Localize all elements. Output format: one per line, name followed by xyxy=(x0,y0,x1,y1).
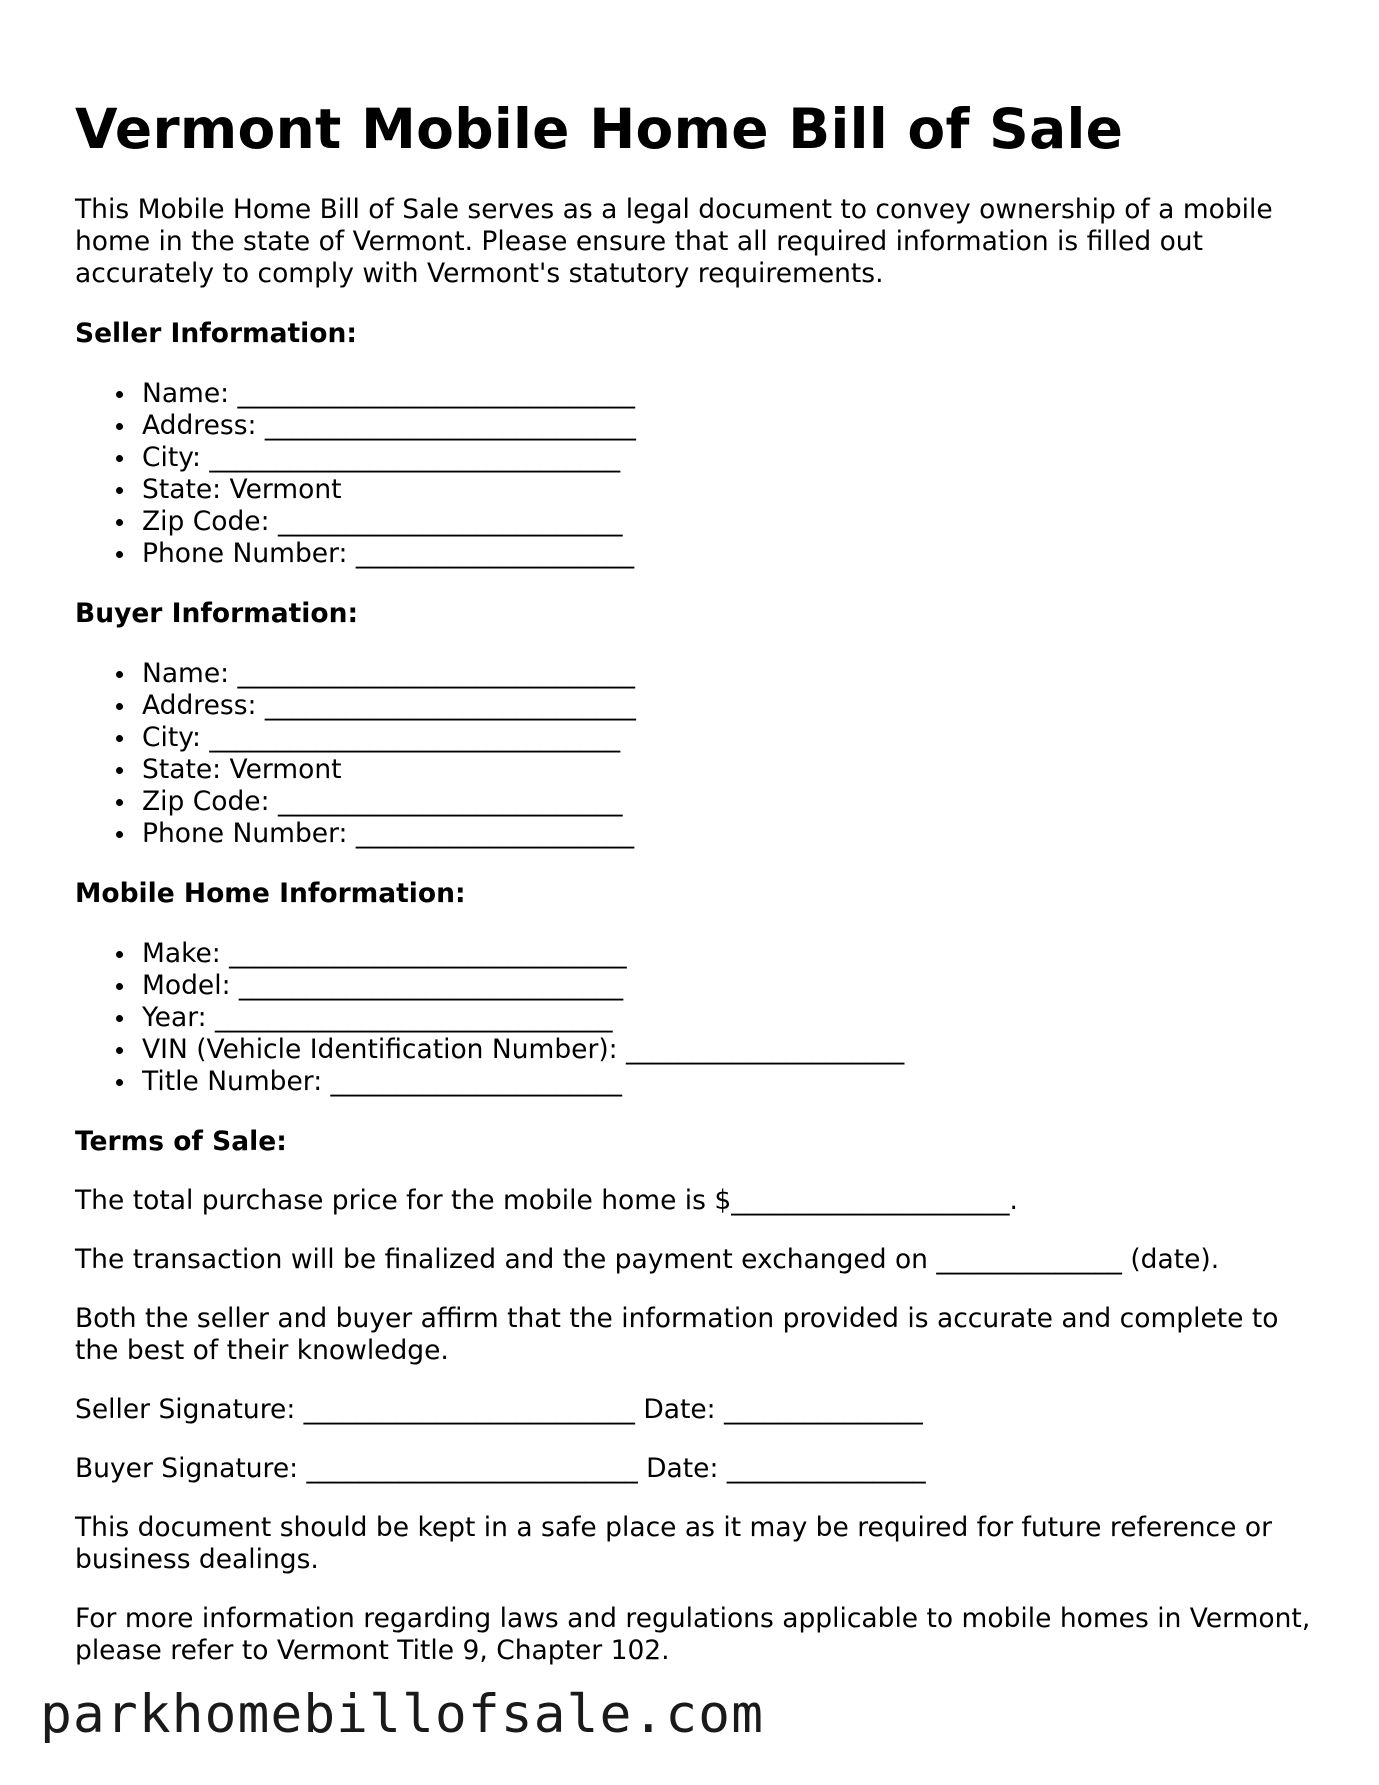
seller-heading: Seller Information: xyxy=(75,318,357,349)
buyer-field-list xyxy=(75,658,1315,850)
buyer-state-field: State: Vermont xyxy=(142,754,1315,786)
seller-signature-line: Seller Signature: _________________________ Date: _______________ xyxy=(75,1394,923,1425)
mobile-home-heading: Mobile Home Information: xyxy=(75,878,466,909)
buyer-phone-field: Phone Number: _____________________ xyxy=(142,818,1315,850)
seller-state-field: State: Vermont xyxy=(142,474,1315,506)
seller-field-list xyxy=(75,378,1315,570)
buyer-address-field: Address: ____________________________ xyxy=(142,690,1315,722)
buyer-heading: Buyer Information: xyxy=(75,598,359,629)
vin-field: VIN (Vehicle Identification Number): _____________________ xyxy=(142,1034,1315,1066)
seller-name-field: Name: ______________________________ xyxy=(142,378,1315,410)
purchase-price-line: The total purchase price for the mobile home is $_____________________. xyxy=(75,1185,1018,1216)
mobile-home-field-list xyxy=(75,938,1315,1098)
buyer-city-field: City: _______________________________ xyxy=(142,722,1315,754)
buyer-signature-line: Buyer Signature: _________________________ Date: _______________ xyxy=(75,1453,926,1484)
terms-heading: Terms of Sale: xyxy=(75,1126,287,1157)
seller-city-field: City: _______________________________ xyxy=(142,442,1315,474)
document-title: Vermont Mobile Home Bill of Sale xyxy=(75,97,1124,161)
intro-paragraph: This Mobile Home Bill of Sale serves as a legal document to convey ownership of a mobile home in the state of Vermont. Please ensure that all required information is filled out accurately to comply with Vermont's statutory requirements. xyxy=(75,194,1273,289)
affirmation-paragraph: Both the seller and buyer affirm that the information provided is accurate and complete to the best of their knowledge. xyxy=(75,1303,1279,1366)
buyer-zip-field: Zip Code: __________________________ xyxy=(142,786,1315,818)
model-field: Model: _____________________________ xyxy=(142,970,1315,1002)
year-field: Year: ______________________________ xyxy=(142,1002,1315,1034)
seller-zip-field: Zip Code: __________________________ xyxy=(142,506,1315,538)
buyer-name-field: Name: ______________________________ xyxy=(142,658,1315,690)
keep-safe-paragraph: This document should be kept in a safe place as it may be required for future reference or business dealings. xyxy=(75,1512,1272,1575)
site-watermark: parkhomebillofsale.com xyxy=(40,1684,764,1745)
seller-address-field: Address: ____________________________ xyxy=(142,410,1315,442)
transaction-date-line: The transaction will be finalized and the payment exchanged on ______________ (date). xyxy=(75,1244,1220,1275)
make-field: Make: ______________________________ xyxy=(142,938,1315,970)
document-page xyxy=(75,0,1315,1667)
seller-phone-field: Phone Number: _____________________ xyxy=(142,538,1315,570)
more-info-paragraph: For more information regarding laws and regulations applicable to mobile homes in Vermont, please refer to Vermont Title 9, Chapter 102. xyxy=(75,1603,1311,1666)
title-number-field: Title Number: ______________________ xyxy=(142,1066,1315,1098)
